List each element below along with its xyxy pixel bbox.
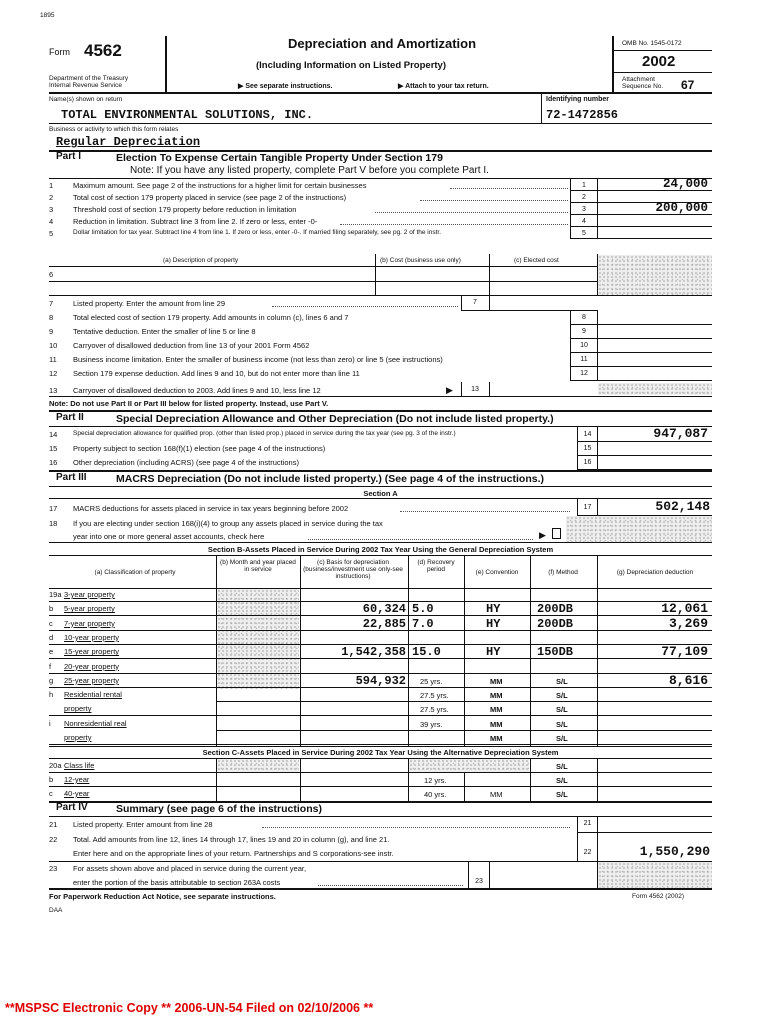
line-4-text: Reduction in limitation. Subtract line 3 from line 2. If zero or less, enter -0-: [73, 217, 318, 226]
line-16-text: Other depreciation (including ACRS) (see page 4 of the instructions): [73, 458, 299, 467]
line-1-leader: [450, 188, 568, 189]
line-9-text: Tentative deduction. Enter the smaller of line 5 or line 8: [73, 327, 256, 336]
line-6-number: 6: [49, 270, 54, 279]
part1-note2: Note: Do not use Part II or Part III below for listed property. Instead, use Part V.: [49, 399, 329, 408]
line-18-text: If you are electing under section 168(i)(4) to group any assets placed in service during the tax: [73, 519, 383, 528]
row-4-convention: HY: [486, 645, 501, 660]
row-4-number: e: [49, 647, 54, 657]
row-1-number: b: [49, 604, 54, 614]
row-1-convention: HY: [486, 602, 501, 617]
row-1-label: 5-year property: [64, 604, 115, 614]
line-3-leader: [375, 212, 568, 213]
line-17-text: MACRS deductions for assets placed in service in tax years beginning before 2002: [73, 504, 349, 513]
line-1-text: Maximum amount. See page 2 of the instructions for a higher limit for certain businesses: [73, 181, 367, 190]
rowc-1-label: 12-year: [64, 775, 90, 784]
row-2-deduction: 3,269: [668, 615, 708, 631]
rowc-2-convention: MM: [490, 790, 503, 799]
line-13-text: Carryover of disallowed deduction to 2003. Add lines 9 and 10, less line 12: [73, 386, 321, 395]
part1-title: Election To Expense Certain Tangible Property Under Section 179: [116, 152, 443, 164]
rowc-2-method: S/L: [556, 790, 568, 799]
line-18-text2: year into one or more general asset accounts, check here: [73, 532, 265, 541]
row-9-period: 39 yrs.: [420, 719, 443, 729]
line-15-box: 15: [583, 445, 592, 452]
business-activity: Regular Depreciation: [56, 135, 201, 149]
rowc-0-number: 20a: [49, 761, 62, 770]
header-f: (f) Method: [548, 569, 578, 576]
top-mark: 1895: [40, 12, 55, 19]
line-9-box: 9: [582, 328, 586, 335]
row-1-method: 200DB: [537, 602, 574, 617]
line-3-number: 3: [49, 205, 54, 214]
line-3-box: 3: [582, 206, 586, 213]
part2-title: Special Depreciation Allowance and Other Depreciation (Do not include listed property.): [116, 413, 554, 425]
rowc-0-label: Class life: [64, 761, 95, 770]
paperwork-notice: For Paperwork Reduction Act Notice, see separate instructions.: [49, 892, 276, 901]
row-7-number: h: [49, 690, 54, 700]
line-9-value-divider: [597, 324, 598, 338]
line-8-box: 8: [582, 314, 586, 321]
id-label: Identifying number: [546, 96, 609, 103]
row-7-rule: [216, 701, 712, 702]
line-8-number: 8: [49, 313, 54, 322]
sequence-number: 67: [681, 78, 695, 92]
attach-instruction: ▶ Attach to your tax return.: [398, 83, 489, 90]
line-13-arrow-icon: ▶: [446, 385, 453, 395]
line-10-value-divider: [597, 338, 598, 352]
line-23-text2: enter the portion of the basis attributable to section 263A costs: [73, 878, 281, 887]
line-12-value-divider: [597, 366, 598, 380]
row-8-period: 27.5 yrs.: [420, 705, 449, 715]
line-1-number: 1: [49, 181, 54, 190]
line-4-rule: [570, 226, 712, 227]
line-12-text: Section 179 expense deduction. Add lines 9 and 10, but do not enter more than line 11: [73, 369, 360, 378]
attachment-label: Attachment: [622, 76, 655, 83]
row-9-number: i: [49, 718, 51, 728]
line-14-number: 14: [49, 430, 58, 439]
row-6-period: 25 yrs.: [420, 676, 443, 686]
row-7-convention: MM: [490, 691, 503, 701]
row-1-deduction: 12,061: [661, 601, 708, 617]
header-g: (g) Depreciation deduction: [616, 569, 694, 576]
row-9-label: Nonresidential real: [64, 718, 127, 728]
form-reference: Form 4562 (2002): [632, 893, 685, 900]
row-2-label: 7-year property: [64, 618, 115, 628]
row-4-rule: [49, 658, 712, 659]
line-14-box: 14: [583, 431, 592, 438]
form-title: Depreciation and Amortization: [288, 36, 477, 51]
row-8-rule: [49, 715, 712, 716]
col-b-header: (b) Cost (business use only): [380, 257, 461, 264]
line-4-leader: [340, 224, 568, 225]
part2-label: Part II: [56, 412, 84, 423]
line-9-rule: [570, 338, 712, 339]
row-6-deduction: 8,616: [668, 672, 708, 688]
service-label: Internal Revenue Service: [49, 82, 122, 89]
line-2-text: Total cost of section 179 property placed in service (see page 2 of the instructions): [73, 193, 347, 202]
col-c-header: (c) Elected cost: [514, 257, 559, 264]
tax-year: 2002: [642, 53, 676, 70]
rowc-2-period: 40 yrs.: [424, 790, 447, 799]
line-4-number: 4: [49, 217, 54, 226]
rowc-2-number: c: [49, 789, 53, 798]
line-16-value-divider: [597, 455, 598, 469]
line-1-value-divider: [597, 178, 598, 190]
line-18-checkbox[interactable]: [552, 528, 561, 539]
header-c: (c) Basis for depreciation (business/investment use only-see instructions): [303, 559, 403, 580]
line-11-rule: [570, 366, 712, 367]
line-4-box: 4: [582, 218, 586, 225]
line-1-value: 24,000: [662, 177, 708, 191]
line-3-value: 200,000: [655, 201, 708, 215]
form-subtitle: (Including Information on Listed Property): [256, 60, 446, 71]
line-22-box: 22: [583, 849, 592, 856]
row-2-rule: [49, 630, 712, 631]
line-1-rule: [570, 190, 712, 191]
header-a: (a) Classification of property: [94, 569, 176, 576]
row-7-method: S/L: [556, 691, 568, 701]
line-5-rule: [570, 238, 712, 239]
row-6-number: g: [49, 675, 54, 685]
col-a-header: (a) Description of property: [163, 257, 239, 264]
line-11-value-divider: [597, 352, 598, 366]
row-2-basis: 22,885: [362, 616, 406, 631]
line-17-value: 502,148: [655, 499, 710, 514]
line-22-text: Total. Add amounts from line 12, lines 14 through 17, lines 19 and 20 in column (g), and line 21.: [73, 835, 390, 844]
line-21-number: 21: [49, 820, 58, 829]
line-11-text: Business income limitation. Enter the smaller of business income (not less than zero) or line 5 (see instructions): [73, 355, 443, 364]
line-3-rule: [570, 214, 712, 215]
rowc-1-period: 12 yrs.: [424, 776, 447, 785]
rowc-0-method: S/L: [556, 762, 568, 771]
line-4-value-divider: [597, 214, 598, 226]
line-8-rule: [570, 324, 712, 325]
line-1-box: 1: [582, 182, 586, 189]
row-9-method: S/L: [556, 719, 568, 729]
line-2-leader: [420, 200, 568, 201]
line-18-arrow-icon: ▶: [539, 530, 546, 540]
row-3-label: 10-year property: [64, 632, 120, 642]
part4-title: Summary (see page 6 of the instructions): [116, 803, 322, 815]
row-2-period: 7.0: [412, 616, 434, 631]
rowc-1-rule: [49, 786, 712, 787]
line-16-box: 16: [583, 459, 592, 466]
line-5-text: Dollar limitation for tax year. Subtract line 4 from line 1. If zero or less, enter -0-. If married filing separately, see pg. 2 of the instr.: [73, 229, 442, 236]
line-14-text: Special depreciation allowance for qualified prop. (other than listed prop.) placed in service during the tax year (see pg. 3 of the instr.): [73, 430, 456, 437]
header-b: (b) Month and year placed in service: [220, 559, 296, 573]
line-7-number: 7: [49, 299, 54, 308]
line-17-box: 17: [583, 504, 592, 511]
row-8-method: S/L: [556, 705, 568, 715]
names-label: Name(s) shown on return: [49, 96, 123, 103]
line-10-rule: [570, 352, 712, 353]
row-10-label: property: [64, 733, 92, 742]
line-8-value-divider: [597, 310, 598, 324]
filing-stamp: **MSPSC Electronic Copy ** 2006-UN-54 Filed on 02/10/2006 **: [5, 1001, 374, 1015]
line-23-number: 23: [49, 864, 58, 873]
form-label: Form: [49, 47, 70, 57]
row-10-convention: MM: [490, 734, 503, 743]
form-number: 4562: [84, 41, 122, 60]
row-6-method: S/L: [556, 676, 568, 686]
line-8-text: Total elected cost of section 179 property. Add amounts in column (c), lines 6 and 7: [73, 313, 349, 322]
line-5-number: 5: [49, 229, 54, 238]
rowc-2-label: 40-year: [64, 789, 90, 798]
line-10-box: 10: [580, 342, 588, 349]
header-e: (e) Convention: [475, 569, 519, 576]
line-13-box: 13: [471, 386, 479, 393]
row-4-label: 15-year property: [64, 647, 120, 657]
line-15-text: Property subject to section 168(f)(1) election (see page 4 of the instructions): [73, 444, 326, 453]
line-7-box: 7: [473, 299, 477, 306]
see-instructions: ▶ See separate instructions.: [238, 83, 333, 90]
line-10-text: Carryover of disallowed deduction from line 13 of your 2001 Form 4562: [73, 341, 310, 350]
row-4-method: 150DB: [537, 645, 574, 660]
row-4-basis: 1,542,358: [341, 645, 406, 660]
row-7-label: Residential rental: [64, 690, 122, 700]
part1-note: Note: If you have any listed property, complete Part V before you complete Part I.: [130, 165, 489, 176]
line-2-value-divider: [597, 190, 598, 202]
rowc-1-method: S/L: [556, 776, 568, 785]
line-14-value: 947,087: [653, 426, 708, 441]
line-12-number: 12: [49, 369, 58, 378]
part3-title: MACRS Depreciation (Do not include listed property.) (See page 4 of the instructions.): [116, 473, 545, 485]
row-1-period: 5.0: [412, 602, 434, 617]
part3-label: Part III: [56, 472, 87, 483]
line-12-rule: [570, 380, 712, 381]
identifying-number: 72-1472856: [546, 108, 619, 122]
row-9-convention: MM: [490, 719, 503, 729]
line-3-text: Threshold cost of section 179 property before reduction in limitation: [73, 205, 297, 214]
line-21-text: Listed property. Enter amount from line 28: [73, 820, 213, 829]
line-21-box: 21: [583, 820, 592, 827]
dept-label: Department of the Treasury: [49, 75, 129, 82]
rowc-0-rule: [49, 772, 712, 773]
section-b-label: Section B-Assets Placed in Service During 2002 Tax Year Using the General Depreciation System: [207, 545, 554, 554]
line-2-box: 2: [582, 194, 586, 201]
rowc-1-number: b: [49, 775, 54, 784]
line-5-box: 5: [582, 230, 586, 237]
line-10-number: 10: [49, 341, 58, 350]
line-2-number: 2: [49, 193, 54, 202]
omb-number: OMB No. 1545-0172: [622, 40, 682, 47]
line-12-box: 12: [580, 370, 588, 377]
daa-label: DAA: [49, 907, 63, 914]
row-10-method: S/L: [556, 734, 568, 743]
line-7-text: Listed property. Enter the amount from line 29: [73, 299, 226, 308]
row-7-period: 27.5 yrs.: [420, 691, 449, 701]
row-6-label: 25-year property: [64, 675, 120, 685]
activity-label: Business or activity to which this form relates: [49, 126, 179, 133]
part4-label: Part IV: [56, 802, 88, 813]
line-22-text2: Enter here and on the appropriate lines of your return. Partnerships and S corporations-see instr.: [73, 849, 394, 858]
line-11-box: 11: [580, 356, 588, 363]
line-23-box: 23: [475, 878, 483, 885]
row-6-rule: [49, 687, 712, 688]
line-15-value-divider: [597, 441, 598, 455]
line-9-number: 9: [49, 327, 54, 336]
row-8-convention: MM: [490, 705, 503, 715]
row-9-rule: [216, 730, 712, 731]
row-4-deduction: 77,109: [661, 644, 708, 660]
row-8-label: property: [64, 704, 92, 714]
row-2-method: 200DB: [537, 616, 574, 631]
line-22-value: 1,550,290: [639, 844, 710, 859]
section-a-label: Section A: [363, 489, 398, 498]
row-6-convention: MM: [490, 676, 503, 686]
line-5-value-divider: [597, 226, 598, 238]
row-0-number: 19a: [49, 590, 62, 599]
line-13-number: 13: [49, 386, 58, 395]
line-18-number: 18: [49, 519, 58, 528]
line-22-number: 22: [49, 835, 58, 844]
line-16-number: 16: [49, 458, 58, 467]
line-14-value-divider: [597, 427, 598, 441]
row-4-period: 15.0: [412, 645, 441, 660]
row-0-label: 3-year property: [64, 590, 115, 599]
row-2-number: c: [49, 618, 53, 628]
taxpayer-name: TOTAL ENVIRONMENTAL SOLUTIONS, INC.: [61, 108, 314, 122]
row-1-basis: 60,324: [362, 602, 406, 617]
row-2-convention: HY: [486, 616, 501, 631]
line-3-value-divider: [597, 202, 598, 214]
header-d: (d) Recovery period: [417, 559, 455, 573]
row-3-number: d: [49, 632, 54, 642]
row-5-number: f: [49, 661, 52, 671]
line-15-number: 15: [49, 444, 58, 453]
row-10-rule: [49, 744, 712, 745]
line-23-text: For assets shown above and placed in service during the current year,: [73, 864, 307, 873]
line-17-number: 17: [49, 504, 58, 513]
part1-label: Part I: [56, 151, 82, 162]
line-11-number: 11: [49, 355, 57, 364]
row-6-basis: 594,932: [355, 673, 406, 688]
sequence-label: Sequence No.: [622, 83, 664, 90]
section-c-label: Section C-Assets Placed in Service During 2002 Tax Year Using the Alternative Depreciation System: [202, 748, 559, 757]
row-5-label: 20-year property: [64, 661, 120, 671]
